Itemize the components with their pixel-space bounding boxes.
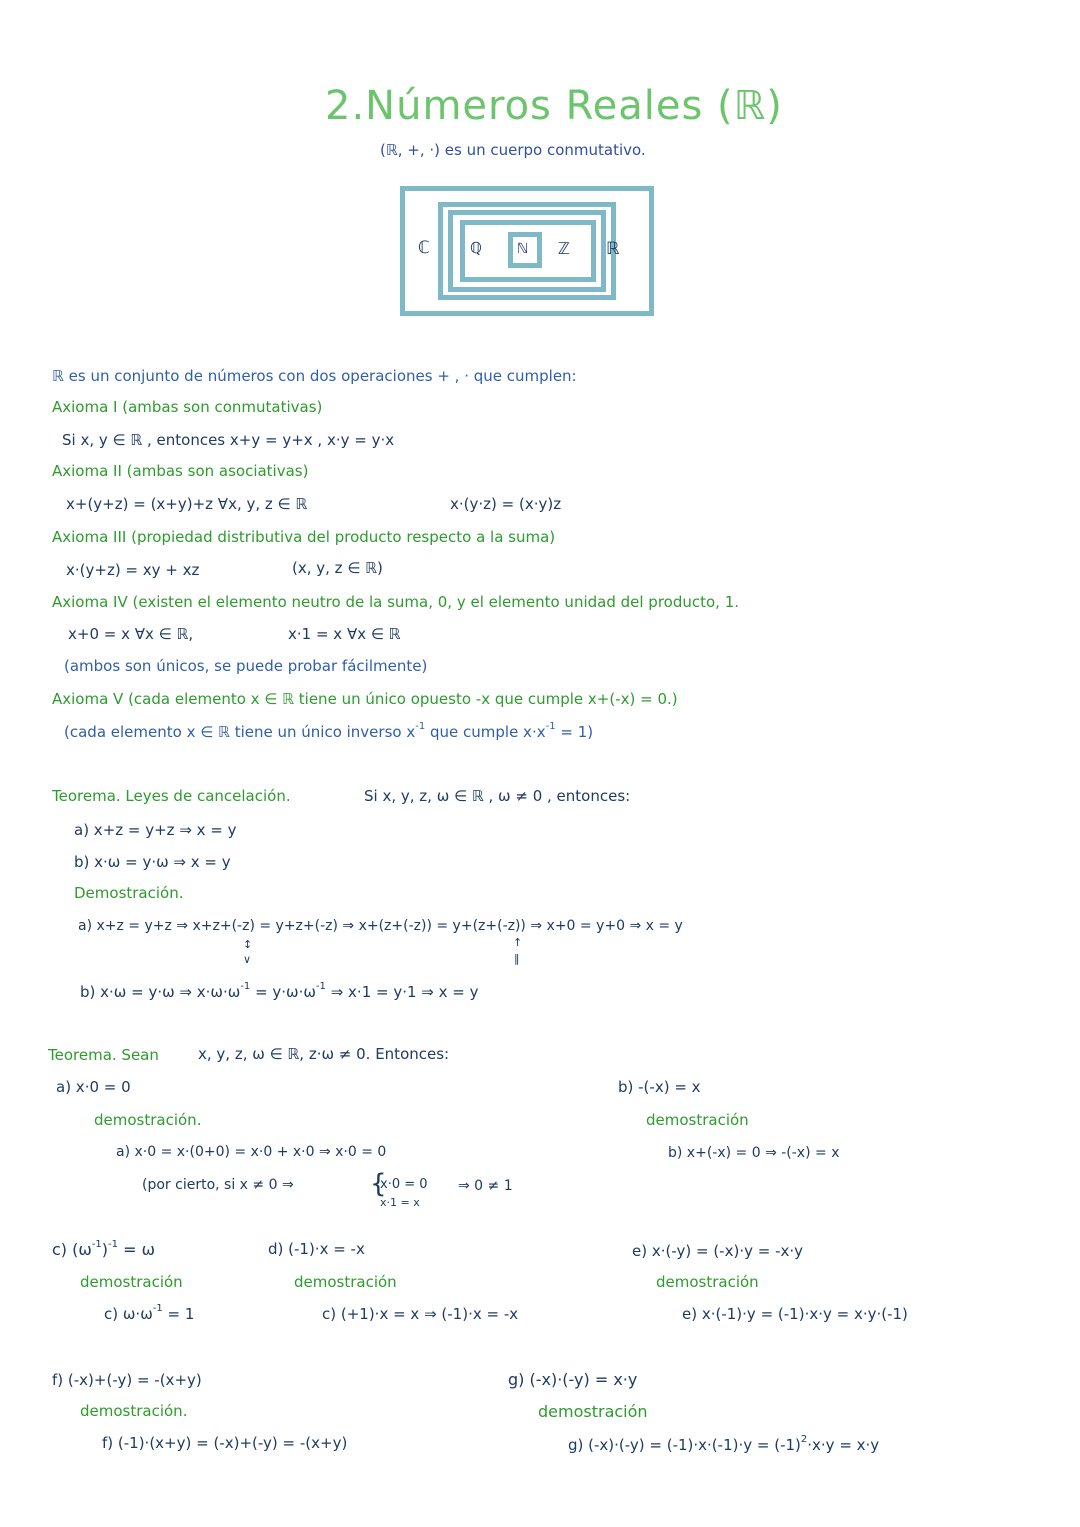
theorem-1-a: a) x+z = y+z ⇒ x = y <box>74 821 237 839</box>
theorem-2-d-demo: demostración <box>294 1273 397 1291</box>
axiom-2-body-2: x·(y·z) = (x·y)z <box>450 495 562 513</box>
c-proof-part2: = 1 <box>167 1305 195 1323</box>
axiom-1-title: Axioma I (ambas son conmutativas) <box>52 398 323 416</box>
theorem-2-a-system-2: x·1 = x <box>380 1196 420 1209</box>
proof-mark-arrow-2: ↑ <box>513 936 523 949</box>
c-exp2: -1 <box>108 1239 118 1250</box>
theorem-2-e-proof: e) x·(-1)·y = (-1)·x·y = x·y·(-1) <box>682 1305 908 1323</box>
proof-b-part1: b) x·ω = y·ω ⇒ x·ω·ω <box>80 983 241 1001</box>
c-part2: ) <box>101 1240 108 1259</box>
page-title: 2.Números Reales (ℝ) <box>325 83 783 129</box>
theorem-2-f-proof: f) (-1)·(x+y) = (-x)+(-y) = -(x+y) <box>102 1434 348 1452</box>
c-proof-part1: c) ω·ω <box>104 1305 153 1323</box>
page-subtitle: (ℝ, +, ·) es un cuerpo conmutativo. <box>380 141 646 159</box>
axiom-5-inverse-exp-2: -1 <box>545 721 556 732</box>
theorem-1-b: b) x·ω = y·ω ⇒ x = y <box>74 853 231 871</box>
theorem-2-a-proof: a) x·0 = x·(0+0) = x·0 + x·0 ⇒ x·0 = 0 <box>116 1144 387 1160</box>
c-part1: c) (ω <box>52 1240 92 1259</box>
theorem-2-condition: x, y, z, ω ∈ ℝ, z·ω ≠ 0. Entonces: <box>198 1045 450 1063</box>
set-label-rational: ℚ <box>470 239 482 257</box>
theorem-2-e: e) x·(-y) = (-x)·y = -x·y <box>632 1242 804 1260</box>
proof-mark-equal: ‖ <box>514 952 520 965</box>
proof-b-part2: = y·ω·ω <box>255 983 316 1001</box>
axiom-5-title: Axioma V (cada elemento x ∈ ℝ tiene un único opuesto -x que cumple x+(-x) = 0.) <box>52 690 678 708</box>
g-proof-part1: g) (-x)·(-y) = (-1)·x·(-1)·y = (-1) <box>568 1436 801 1454</box>
theorem-2-c-demo: demostración <box>80 1273 183 1291</box>
axiom-5-inverse-exp: -1 <box>415 721 426 732</box>
theorem-1-condition: Si x, y, z, ω ∈ ℝ , ω ≠ 0 , entonces: <box>364 787 631 805</box>
theorem-2-e-demo: demostración <box>656 1273 759 1291</box>
proof-mark-v: ∨ <box>243 953 252 966</box>
brace: { <box>370 1169 387 1199</box>
theorem-1-demo-label: Demostración. <box>74 884 184 902</box>
theorem-2-c-proof <box>104 1303 195 1323</box>
theorem-2-b-proof: b) x+(-x) = 0 ⇒ -(-x) = x <box>668 1145 840 1161</box>
theorem-2-title: Teorema. Sean <box>48 1046 159 1064</box>
c-part3: = ω <box>123 1240 155 1259</box>
theorem-1-title: Teorema. Leyes de cancelación. <box>52 787 291 805</box>
axiom-5-body <box>64 721 594 741</box>
theorem-2-b-demo: demostración <box>646 1111 749 1129</box>
axiom-5-body-part2: que cumple x·x <box>429 723 546 741</box>
axiom-5-body-part3: = 1) <box>560 723 594 741</box>
proof-b-exp2: -1 <box>315 981 326 992</box>
theorem-2-g-demo: demostración <box>538 1402 648 1421</box>
theorem-2-c <box>52 1239 155 1259</box>
theorem-2-a: a) x·0 = 0 <box>56 1078 131 1096</box>
set-label-integer: ℤ <box>558 239 570 258</box>
set-label-natural: ℕ <box>517 241 529 257</box>
proof-b-exp1: -1 <box>240 981 251 992</box>
axiom-3-body: x·(y+z) = xy + xz <box>66 561 200 579</box>
g-proof-exp: 2 <box>800 1434 808 1445</box>
axiom-3-body-2: (x, y, z ∈ ℝ) <box>292 559 383 577</box>
theorem-2-a-conclusion: ⇒ 0 ≠ 1 <box>458 1178 513 1194</box>
g-proof-part2: ·x·y = x·y <box>807 1436 880 1454</box>
theorem-2-d: d) (-1)·x = -x <box>268 1240 365 1258</box>
theorem-2-f-demo: demostración. <box>80 1402 188 1420</box>
proof-mark-arrow-1: ↕ <box>243 938 253 951</box>
theorem-1-proof-b <box>80 981 479 1001</box>
axiom-1-body: Si x, y ∈ ℝ , entonces x+y = y+x , x·y = y·x <box>62 431 395 449</box>
theorem-2-a-note: (por cierto, si x ≠ 0 ⇒ <box>142 1177 294 1193</box>
c-exp1: -1 <box>91 1239 102 1250</box>
axiom-2-body: x+(y+z) = (x+y)+z ∀x, y, z ∈ ℝ <box>66 495 308 513</box>
axiom-4-body-2: x·1 = x ∀x ∈ ℝ <box>288 625 401 643</box>
intro-text: ℝ es un conjunto de números con dos operaciones + , · que cumplen: <box>52 367 577 385</box>
theorem-2-a-demo: demostración. <box>94 1111 202 1129</box>
set-label-real: ℝ <box>606 239 620 259</box>
proof-b-part3: ⇒ x·1 = y·1 ⇒ x = y <box>330 983 479 1001</box>
theorem-2-d-proof: c) (+1)·x = x ⇒ (-1)·x = -x <box>322 1305 519 1323</box>
axiom-4-note: (ambos son únicos, se puede probar fácilmente) <box>64 657 428 675</box>
theorem-2-a-system-1: x·0 = 0 <box>380 1177 428 1192</box>
theorem-2-b: b) -(-x) = x <box>618 1078 701 1096</box>
theorem-2-g-proof <box>568 1434 880 1454</box>
set-label-complex: ℂ <box>418 238 430 258</box>
theorem-1-proof-a: a) x+z = y+z ⇒ x+z+(-z) = y+z+(-z) ⇒ x+(z+(-z)) = y+(z+(-z)) ⇒ x+0 = y+0 ⇒ x = y <box>78 918 683 934</box>
axiom-4-title: Axioma IV (existen el elemento neutro de la suma, 0, y el elemento unidad del producto, 1. <box>52 593 740 611</box>
axiom-3-title: Axioma III (propiedad distributiva del producto respecto a la suma) <box>52 528 556 546</box>
axiom-2-title: Axioma II (ambas son asociativas) <box>52 462 309 480</box>
theorem-2-f: f) (-x)+(-y) = -(x+y) <box>52 1371 202 1389</box>
axiom-4-body: x+0 = x ∀x ∈ ℝ, <box>68 625 194 643</box>
theorem-2-g: g) (-x)·(-y) = x·y <box>508 1370 638 1389</box>
c-proof-exp: -1 <box>152 1303 163 1314</box>
number-sets-diagram <box>400 186 654 316</box>
axiom-5-body-part1: (cada elemento x ∈ ℝ tiene un único inverso x <box>64 723 416 741</box>
